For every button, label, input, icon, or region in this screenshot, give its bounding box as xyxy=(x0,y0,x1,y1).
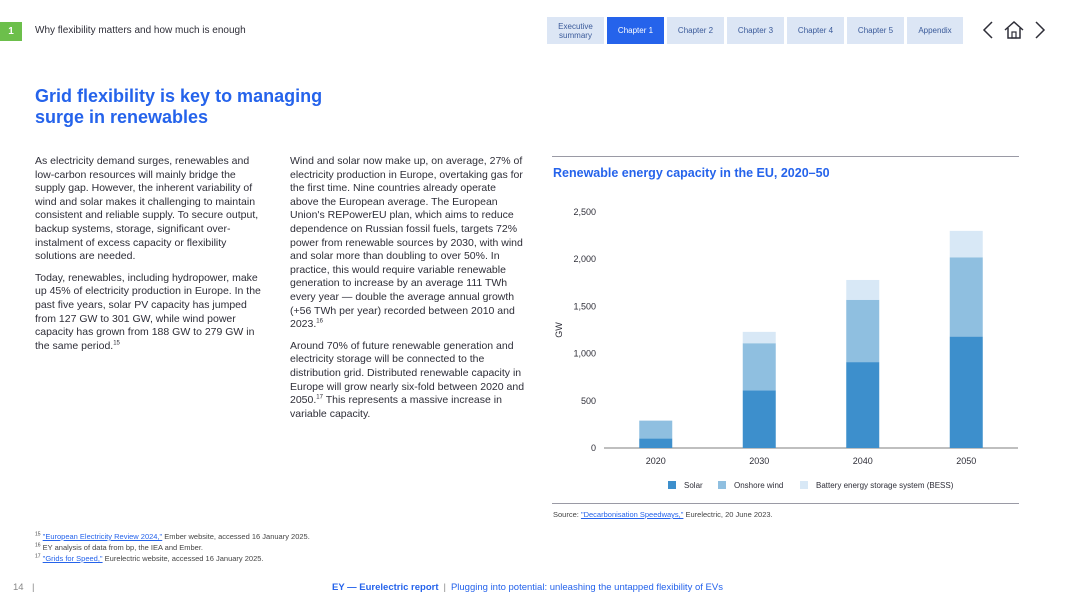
footnote-ref[interactable]: 17 xyxy=(316,394,323,401)
chart-source: Source: "Decarbonisation Speedways," Eurelectric, 20 June 2023. xyxy=(553,510,773,519)
x-tick-label: 2020 xyxy=(645,456,666,466)
source-link[interactable]: "Decarbonisation Speedways," xyxy=(580,510,684,519)
x-tick-label: 2030 xyxy=(749,456,770,466)
footnotes xyxy=(35,531,310,564)
legend-swatch xyxy=(668,481,676,489)
bar-segment-onshore-wind-2030 xyxy=(743,343,776,390)
tab-chapter-3[interactable]: Chapter 3 xyxy=(727,17,784,44)
tab-chapter-1[interactable]: Chapter 1 xyxy=(607,17,664,44)
tab-chapter-4[interactable]: Chapter 4 xyxy=(787,17,844,44)
y-tick-label: 2,500 xyxy=(573,207,596,217)
bar-segment-solar-2030 xyxy=(743,390,776,448)
chart-title: Renewable energy capacity in the EU, 2020–50 xyxy=(553,166,830,180)
bar-segment-onshore-wind-2050 xyxy=(950,257,983,336)
chapter-tabs xyxy=(547,17,963,44)
bar-segment-battery-energy-storage-system-bess-2040 xyxy=(846,280,879,300)
chart-bottom-rule xyxy=(552,503,1019,504)
x-tick-label: 2050 xyxy=(956,456,977,466)
page-number: 14 xyxy=(13,582,24,593)
home-icon[interactable] xyxy=(1004,19,1024,41)
y-tick-label: 500 xyxy=(580,395,596,406)
page-footer xyxy=(0,579,1080,597)
footer-divider: | xyxy=(32,582,35,593)
footnote: $^{16}$ EY analysis of data from bp, the IEA and Ember. xyxy=(35,542,204,552)
y-tick-label: 2,000 xyxy=(573,254,596,265)
bar-segment-battery-energy-storage-system-bess-2030 xyxy=(743,332,776,343)
legend-label: Battery energy storage system (BESS) xyxy=(816,481,954,490)
paragraph: As electricity demand surges, renewables and low-carbon resources will mainly bridge the supply gap. However, the inherent variability of wind and solar makes it challenging to maintain consistent and reliable supply. To secure output, backup systems, storage, significant over-instalment of excess capacity or flexibility solutions are needed. xyxy=(35,155,259,263)
footer-report-title: EY — Eurelectric report | Plugging into potential: unleashing the untapped flexibility of EVs xyxy=(332,582,723,593)
x-tick-label: 2040 xyxy=(852,456,873,466)
tab-chapter-5[interactable]: Chapter 5 xyxy=(847,17,904,44)
page-navigation xyxy=(978,19,1050,41)
footnote: $^{15}$ "European Electricity Review 2024," Ember website, accessed 16 January 2025. xyxy=(35,531,310,541)
y-axis-label: GW xyxy=(554,322,564,338)
capacity-bar-chart xyxy=(548,198,1020,500)
footnote: $^{17}$ "Grids for Speed," Eurelectric website, accessed 16 January 2025. xyxy=(35,553,264,563)
page-title: Grid flexibility is key to managing surge in renewables xyxy=(35,86,323,127)
section-title: Why flexibility matters and how much is enough xyxy=(35,25,246,36)
bar-segment-solar-2020 xyxy=(639,439,672,448)
paragraph: Wind and solar now make up, on average, 27% of electricity production in Europe, overtaking gas for the first time. Nine countries already operate above the European average. The European Union's REPowerEU plan, which aims to reduce dependence on Russian fossil fuels, targets 72% power from renewable sources by 2030, with wind and solar more than doubling to over 50%. In practice, this would require variable renewable generation to increase by an average 111 TWh every year — double the average annual growth (+56 TWh per year) recorded between 2010 and 2023.16 xyxy=(290,155,523,331)
footnote-link[interactable]: "Grids for Speed," xyxy=(42,554,103,563)
y-tick-label: 1,000 xyxy=(573,348,596,359)
tab-executive-summary[interactable]: Executive summary xyxy=(547,17,604,44)
y-tick-label: 1,500 xyxy=(573,301,596,312)
paragraph: Today, renewables, including hydropower, make up 45% of electricity production in Europe. In the past five years, solar PV capacity has jumped from 127 GW to 301 GW, while wind power capacity has grown from 188 GW to 279 GW in the same period.$^{15}$ xyxy=(35,271,261,352)
paragraph: Around 70% of future renewable generation and electricity storage will be connected to the distribution grid. Distributed renewable capacity in Europe will grow nearly six-fold between 2020 and 2050.17 This represents a massive increase in variable capacity. xyxy=(290,339,525,420)
footnote-ref[interactable]: 15 xyxy=(113,340,120,347)
footnote-ref[interactable]: 16 xyxy=(316,318,323,325)
tab-appendix[interactable]: Appendix xyxy=(907,17,963,44)
top-navigation-bar xyxy=(0,0,1080,62)
bar-segment-solar-2040 xyxy=(846,362,879,448)
legend-swatch xyxy=(800,481,808,489)
bar-segment-onshore-wind-2020 xyxy=(639,421,672,439)
chevron-right-icon[interactable] xyxy=(1030,19,1050,41)
bar-segment-battery-energy-storage-system-bess-2050 xyxy=(950,231,983,257)
body-column-2 xyxy=(290,155,526,429)
body-column-1 xyxy=(35,155,267,361)
legend-label: Onshore wind xyxy=(734,481,784,490)
chevron-left-icon[interactable] xyxy=(978,19,998,41)
legend-label: Solar xyxy=(684,481,703,490)
bar-segment-solar-2050 xyxy=(950,337,983,448)
chart-top-rule xyxy=(552,156,1019,157)
tab-chapter-2[interactable]: Chapter 2 xyxy=(667,17,724,44)
chapter-number-badge: 1 xyxy=(0,22,22,41)
footnote-link[interactable]: "European Electricity Review 2024," xyxy=(42,532,163,541)
y-tick-label: 0 xyxy=(590,443,596,453)
bar-segment-onshore-wind-2040 xyxy=(846,300,879,362)
legend-swatch xyxy=(718,481,726,489)
